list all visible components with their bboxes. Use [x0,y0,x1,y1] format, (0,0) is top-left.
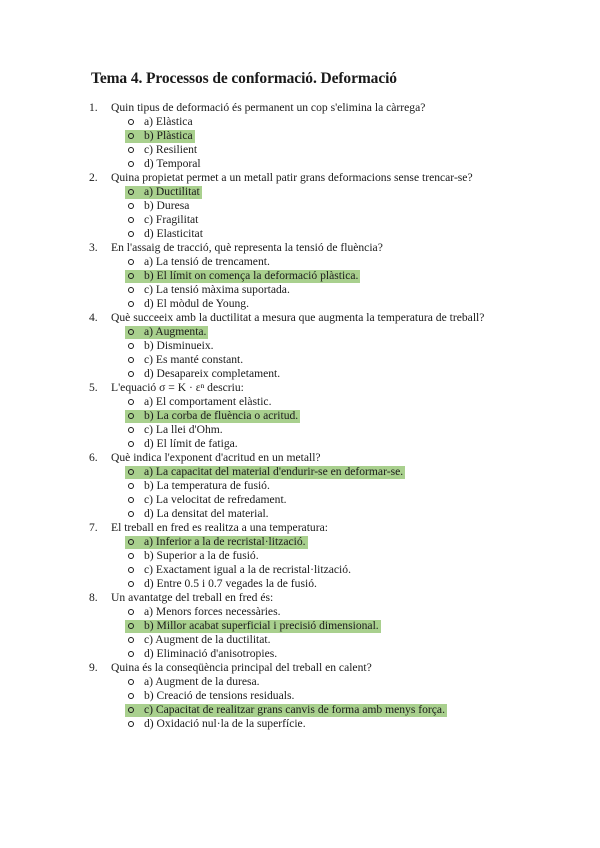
option-text: c) Capacitat de realitzar grans canvis de forma amb menys força. [144,703,445,716]
circle-bullet-icon [125,549,137,563]
question-line [0,521,600,535]
answer-option [0,689,600,703]
answer-option [0,549,600,563]
option-text: d) Elasticitat [144,227,203,240]
option-text: b) Plàstica [144,129,193,142]
answer-option-correct [0,325,600,339]
question-text: Un avantatge del treball en fred és: [111,591,274,604]
circle-bullet-icon [125,633,137,647]
answer-option [0,115,600,129]
answer-option-correct [0,409,600,423]
option-text: b) Superior a la de fusió. [144,549,259,562]
circle-bullet-icon [125,605,137,619]
option-text: a) El comportament elàstic. [144,395,272,408]
question-number: 4. [89,311,98,324]
answer-option-correct [0,619,600,633]
circle-bullet-icon [125,297,137,311]
answer-option [0,157,600,171]
question-item [0,381,600,451]
question-number: 6. [89,451,98,464]
circle-bullet-icon [125,535,137,549]
circle-bullet-icon [125,339,137,353]
option-text: c) La velocitat de refredament. [144,493,287,506]
document-title: Tema 4. Processos de conformació. Deformació [91,70,397,87]
question-item [0,661,600,731]
question-line [0,171,600,185]
answer-option [0,353,600,367]
answer-option [0,143,600,157]
circle-bullet-icon [125,479,137,493]
option-text: d) La densitat del material. [144,507,269,520]
option-text: c) Fragilitat [144,213,199,226]
option-text: a) Ductilitat [144,185,200,198]
option-text: c) Es manté constant. [144,353,244,366]
circle-bullet-icon [125,325,137,339]
circle-bullet-icon [125,129,137,143]
circle-bullet-icon [125,143,137,157]
question-line [0,241,600,255]
question-item [0,591,600,661]
answer-option [0,647,600,661]
circle-bullet-icon [125,409,137,423]
question-line [0,101,600,115]
answer-option [0,479,600,493]
answer-option [0,297,600,311]
answer-option [0,675,600,689]
circle-bullet-icon [125,367,137,381]
answer-option [0,339,600,353]
answer-option [0,437,600,451]
question-item [0,311,600,381]
answer-option [0,577,600,591]
answer-option [0,227,600,241]
option-text: d) Desapareix completament. [144,367,281,380]
circle-bullet-icon [125,395,137,409]
question-item [0,451,600,521]
option-text: a) Menors forces necessàries. [144,605,281,618]
question-item [0,521,600,591]
option-text: d) El mòdul de Young. [144,297,249,310]
question-line [0,661,600,675]
circle-bullet-icon [125,563,137,577]
question-text: L'equació σ = K · εⁿ descriu: [111,381,244,394]
question-list [0,101,600,731]
question-line [0,591,600,605]
circle-bullet-icon [125,157,137,171]
circle-bullet-icon [125,353,137,367]
option-text: a) La capacitat del material d'endurir-se en deformar-se. [144,465,404,478]
circle-bullet-icon [125,227,137,241]
option-text: c) Augment de la ductilitat. [144,633,271,646]
question-line [0,381,600,395]
answer-option [0,367,600,381]
option-text: d) El límit de fatiga. [144,437,238,450]
question-item [0,171,600,241]
option-text: d) Eliminació d'anisotropies. [144,647,278,660]
option-text: b) La temperatura de fusió. [144,479,270,492]
option-text: a) Augment de la duresa. [144,675,260,688]
option-text: d) Temporal [144,157,201,170]
circle-bullet-icon [125,507,137,521]
question-number: 8. [89,591,98,604]
option-text: a) Augmenta. [144,325,207,338]
circle-bullet-icon [125,423,137,437]
circle-bullet-icon [125,199,137,213]
option-text: c) La tensió màxima suportada. [144,283,290,296]
question-text: Quina és la conseqüència principal del treball en calent? [111,661,372,674]
question-number: 5. [89,381,98,394]
question-text: Quina propietat permet a un metall patir grans deformacions sense trencar-se? [111,171,473,184]
circle-bullet-icon [125,437,137,451]
option-text: b) Creació de tensions residuals. [144,689,295,702]
question-number: 2. [89,171,98,184]
question-item [0,241,600,311]
answer-option [0,493,600,507]
circle-bullet-icon [125,493,137,507]
option-text: d) Oxidació nul·la de la superfície. [144,717,306,730]
option-text: b) El límit on comença la deformació plàstica. [144,269,359,282]
option-text: c) Resilient [144,143,198,156]
answer-option [0,199,600,213]
answer-option-correct [0,465,600,479]
circle-bullet-icon [125,675,137,689]
question-number: 1. [89,101,98,114]
answer-option-correct [0,269,600,283]
circle-bullet-icon [125,619,137,633]
question-text: Què succeeix amb la ductilitat a mesura que augmenta la temperatura de treball? [111,311,485,324]
circle-bullet-icon [125,717,137,731]
circle-bullet-icon [125,255,137,269]
circle-bullet-icon [125,213,137,227]
option-text: b) Disminueix. [144,339,214,352]
circle-bullet-icon [125,647,137,661]
option-text: a) La tensió de trencament. [144,255,270,268]
circle-bullet-icon [125,703,137,717]
answer-option [0,283,600,297]
option-text: a) Inferior a la de recristal·lització. [144,535,306,548]
question-text: El treball en fred es realitza a una temperatura: [111,521,328,534]
option-text: b) Duresa [144,199,190,212]
answer-option [0,213,600,227]
circle-bullet-icon [125,269,137,283]
circle-bullet-icon [125,577,137,591]
option-text: b) La corba de fluència o acritud. [144,409,299,422]
question-number: 9. [89,661,98,674]
answer-option [0,423,600,437]
question-item [0,101,600,171]
circle-bullet-icon [125,185,137,199]
answer-option [0,563,600,577]
option-text: c) La llei d'Ohm. [144,423,223,436]
answer-option [0,395,600,409]
option-text: b) Millor acabat superficial i precisió dimensional. [144,619,379,632]
question-line [0,311,600,325]
answer-option [0,717,600,731]
option-text: a) Elàstica [144,115,193,128]
answer-option [0,605,600,619]
question-text: Quin tipus de deformació és permanent un cop s'elimina la càrrega? [111,101,426,114]
answer-option [0,507,600,521]
circle-bullet-icon [125,465,137,479]
answer-option-correct [0,535,600,549]
answer-option [0,255,600,269]
question-text: En l'assaig de tracció, què representa la tensió de fluència? [111,241,383,254]
answer-option-correct [0,129,600,143]
answer-option [0,633,600,647]
option-text: d) Entre 0.5 i 0.7 vegades la de fusió. [144,577,317,590]
circle-bullet-icon [125,283,137,297]
answer-option-correct [0,703,600,717]
circle-bullet-icon [125,115,137,129]
option-text: c) Exactament igual a la de recristal·lització. [144,563,351,576]
question-text: Què indica l'exponent d'acritud en un metall? [111,451,321,464]
question-number: 3. [89,241,98,254]
answer-option-correct [0,185,600,199]
question-line [0,451,600,465]
question-number: 7. [89,521,98,534]
circle-bullet-icon [125,689,137,703]
